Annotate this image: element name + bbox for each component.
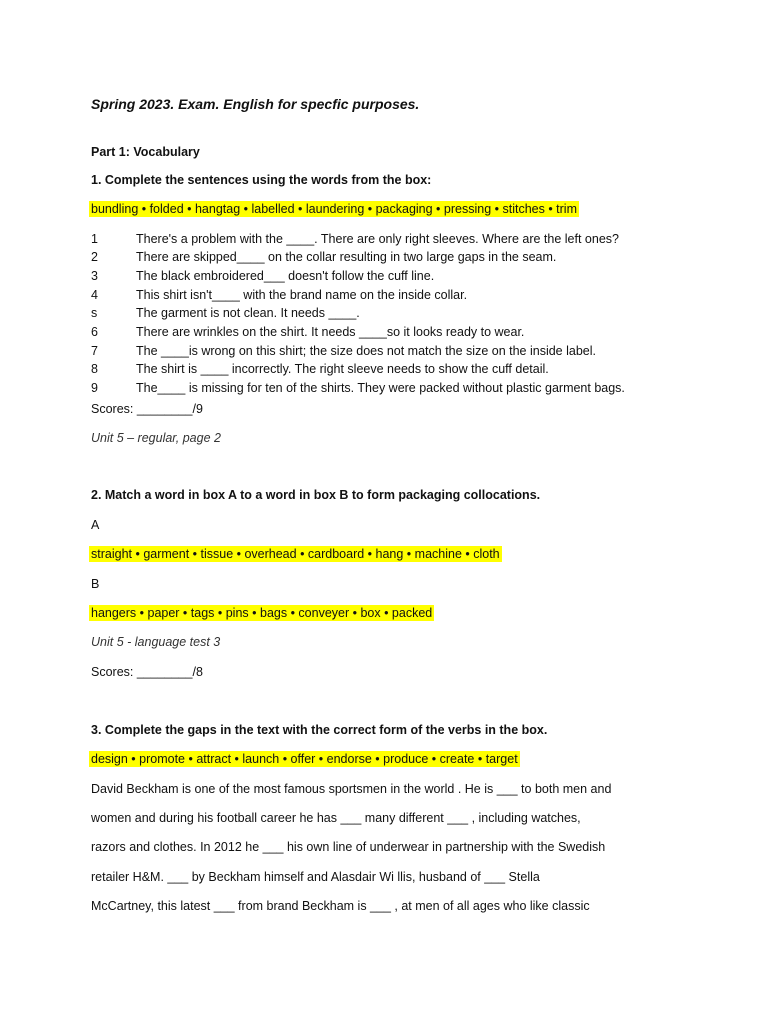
q3-text-line: women and during his football career he has ___ many different ___ , including watches,	[91, 811, 581, 825]
q3-word-box	[91, 752, 520, 766]
sentence-text: The____ is missing for ten of the shirts. They were packed without plastic garment bags.	[136, 381, 625, 395]
q3-instruction: 3. Complete the gaps in the text with the correct form of the verbs in the box.	[91, 723, 548, 737]
sentence-number: 1	[91, 232, 98, 246]
q1-word-box	[91, 202, 579, 216]
box-a-label: A	[91, 518, 100, 532]
sentence-9	[91, 381, 651, 399]
sentence-text: The garment is not clean. It needs ____.	[136, 306, 360, 320]
sentence-text: The black embroidered___ doesn't follow the cuff line.	[136, 269, 435, 283]
sentence-3	[91, 269, 651, 287]
sentence-4	[91, 288, 651, 306]
sentence-text: The ____is wrong on this shirt; the size does not match the size on the inside label.	[136, 344, 596, 358]
q3-text-line: David Beckham is one of the most famous sportsmen in the world . He is ___ to both men and	[91, 782, 612, 796]
box-b-text: hangers • paper • tags • pins • bags • conveyer • box • packed	[91, 606, 433, 620]
box-b-label: B	[91, 577, 100, 591]
sentence-number: 6	[91, 325, 98, 339]
q1-word-box-text: bundling • folded • hangtag • labelled • laundering • packaging • pressing • stitches • trim	[91, 202, 577, 216]
q3-text-line: razors and clothes. In 2012 he ___ his own line of underwear in partnership with the Swedish	[91, 840, 606, 854]
q2-instruction: 2. Match a word in box A to a word in box B to form packaging collocations.	[91, 488, 541, 502]
q1-scores: Scores: ________/9	[91, 402, 203, 416]
sentence-number: 9	[91, 381, 98, 395]
sentence-2	[91, 250, 651, 268]
sentence-1	[91, 232, 651, 250]
box-a-text: straight • garment • tissue • overhead • cardboard • hang • machine • cloth	[91, 547, 500, 561]
sentence-number: s	[91, 306, 98, 320]
q2-scores: Scores: ________/8	[91, 665, 203, 679]
sentence-number: 4	[91, 288, 98, 302]
box-b	[91, 606, 434, 620]
q3-word-box-text: design • promote • attract • launch • offer • endorse • produce • create • target	[91, 752, 518, 766]
sentence-7	[91, 344, 651, 362]
sentence-number: 3	[91, 269, 98, 283]
sentence-5	[91, 306, 651, 324]
box-a	[91, 547, 502, 561]
q1-instruction: 1. Complete the sentences using the words from the box:	[91, 173, 432, 187]
q3-text-line: retailer H&M. ___ by Beckham himself and Alasdair Wi llis, husband of ___ Stella	[91, 870, 540, 884]
sentence-6	[91, 325, 651, 343]
sentence-number: 2	[91, 250, 98, 264]
q2-source-note: Unit 5 - language test 3	[91, 635, 221, 649]
sentence-number: 7	[91, 344, 98, 358]
sentence-text: There are wrinkles on the shirt. It needs ____so it looks ready to wear.	[136, 325, 525, 339]
sentence-text: The shirt is ____ incorrectly. The right sleeve needs to show the cuff detail.	[136, 362, 549, 376]
sentence-number: 8	[91, 362, 98, 376]
part-heading: Part 1: Vocabulary	[91, 145, 200, 159]
sentence-text: There's a problem with the ____. There are only right sleeves. Where are the left ones?	[136, 232, 619, 246]
page-title: Spring 2023. Exam. English for specfic purposes.	[91, 96, 420, 112]
q3-text-line: McCartney, this latest ___ from brand Beckham is ___ , at men of all ages who like classic	[91, 899, 590, 913]
sentence-8	[91, 362, 651, 380]
sentence-text: There are skipped____ on the collar resulting in two large gaps in the seam.	[136, 250, 557, 264]
q1-source-note: Unit 5 – regular, page 2	[91, 431, 221, 445]
sentence-text: This shirt isn't____ with the brand name on the inside collar.	[136, 288, 468, 302]
